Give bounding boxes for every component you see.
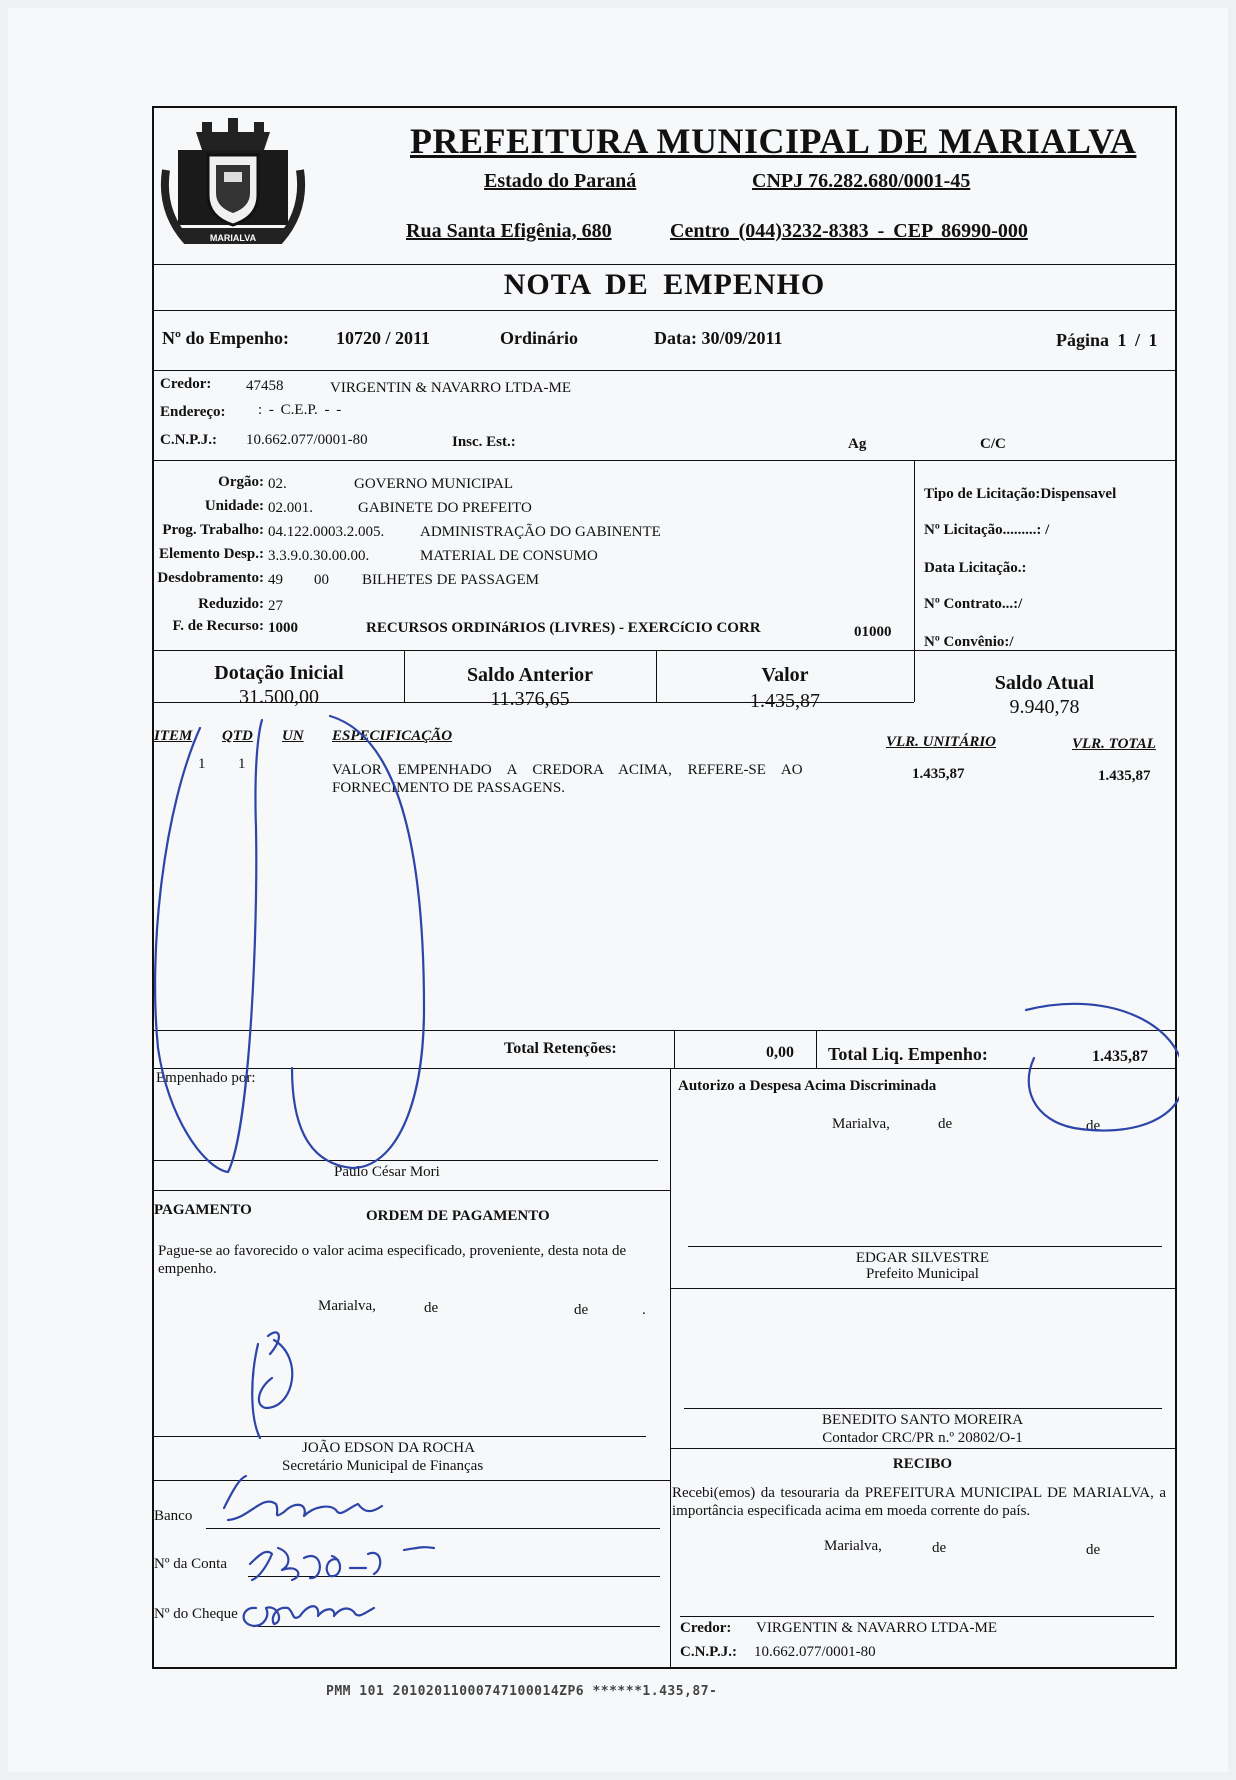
dotacao-inicial-value: 31.500,00 [239,686,319,708]
numero-licitacao: Nº Licitação.........: / [924,522,1050,538]
saldo-atual-value: 9.940,78 [1009,696,1080,718]
agencia-label: Ag [848,436,867,452]
cnpj-label: CNPJ 76.282.680/0001-45 [752,170,971,192]
pagamento-label: PAGAMENTO [154,1202,252,1218]
empenho-number: 10720 / 2011 [336,328,431,348]
document-title: NOTA DE EMPENHO [503,268,826,301]
pagamento-dot: . [642,1302,646,1318]
saldo-anterior-value: 11.376,65 [490,688,570,710]
pagamento-de-1: de [424,1300,439,1316]
tipo-licitacao: Tipo de Licitação:Dispensavel [924,486,1117,502]
classification-code: 49 [268,572,283,588]
items-header-item: ITEM [154,728,193,744]
items-header-un: UN [282,728,304,744]
cheque-handwriting [244,1606,374,1626]
saldo-atual-label: Saldo Atual [994,672,1095,694]
classification-label: Orgão: [218,474,264,490]
prefeito-name: EDGAR SILVESTRE [855,1250,990,1266]
item-total-value: 1.435,87 [1098,768,1151,784]
nota-de-empenho-document [152,106,1177,1669]
cnpj-credor-label: C.N.P.J.: [160,432,217,448]
valor-label: Valor [761,664,809,686]
empenhado-signer: Paulo César Mori [334,1164,440,1180]
classification-code: 02.001. [268,500,313,516]
items-header-qtd: QTD [222,728,253,744]
valor-value: 1.435,87 [750,690,820,712]
classification-description: GABINETE DO PREFEITO [358,500,532,516]
classification-code: 02. [268,476,287,492]
credor-label: Credor: [160,376,212,392]
state-label: Estado do Paraná [484,170,637,192]
pagamento-text: Pague-se ao favorecido o valor acima especificado, proveniente, desta nota de empenho. [158,1243,627,1277]
micr-line: PMM 101 20102011000747100014ZP6 ******1.435,87- [326,1684,718,1699]
classification-description: BILHETES DE PASSAGEM [362,572,539,588]
empenho-number-label: Nº do Empenho: [162,328,289,348]
empenhado-por-label: Empenhado por: [156,1070,256,1086]
pagamento-de-2: de [574,1302,589,1318]
autorizo-label: Autorizo a Despesa Acima Discriminada [678,1078,937,1094]
numero-convenio: Nº Convênio:/ [924,634,1014,650]
classification-description: GOVERNO MUNICIPAL [354,476,514,492]
classification-description: MATERIAL DE CONSUMO [420,548,598,564]
classification-label: Desdobramento: [157,570,264,586]
contador-name: BENEDITO SANTO MOREIRA [821,1412,1024,1428]
recibo-de-2: de [1086,1542,1101,1558]
recibo-text: Recebi(emos) da tesouraria da PREFEITURA MUNICIPAL DE MARIALVA, a importância especificada acima em moeda corrente do país. [672,1485,1166,1519]
secretario-name: JOÃO EDSON DA ROCHA [302,1440,475,1456]
credor-name: VIRGENTIN & NAVARRO LTDA-ME [330,380,571,396]
classification-code-2: 00 [314,572,329,588]
classification-label: Prog. Trabalho: [162,522,264,538]
address-label: Rua Santa Efigênia, 680 [406,220,612,242]
recibo-de-1: de [932,1540,947,1556]
empenho-date: Data: 30/09/2011 [654,328,783,348]
items-header-vlr-total: VLR. TOTAL [1072,736,1156,752]
items-header-vlr-unitario: VLR. UNITÁRIO [886,734,997,750]
empenho-type: Ordinário [500,328,579,348]
total-liq-empenho-value: 1.435,87 [1092,1048,1148,1065]
classification-description: RECURSOS ORDINáRIOS (LIVRES) - EXERCíCIO CORR [366,620,761,636]
autorizo-de-1: de [938,1116,953,1132]
conta-label: Nº da Conta [154,1556,227,1572]
marialva-crest-icon [158,110,308,260]
classification-description: ADMINISTRAÇÃO DO GABINENTE [420,524,661,540]
district-phone-cep: Centro (044)3232-8383 - CEP 86990-000 [670,220,1028,242]
recibo-credor-label: Credor: [680,1620,732,1636]
secretario-signature [252,1332,292,1438]
secretario-role: Secretário Municipal de Finanças [282,1458,484,1474]
classification-code: 27 [268,598,283,614]
classification-extra-code: 01000 [854,624,892,640]
pagamento-place: Marialva, [318,1298,376,1314]
data-licitacao: Data Licitação.: [924,560,1027,576]
classification-code: 3.3.9.0.30.00.00. [268,548,370,564]
cnpj-credor-value: 10.662.077/0001-80 [246,432,368,448]
items-header-especificacao: ESPECIFICAÇÃO [332,728,453,744]
recibo-cnpj-value: 10.662.077/0001-80 [754,1644,876,1660]
classification-code: 04.122.0003.2.005. [268,524,385,540]
credor-code: 47458 [246,378,284,394]
signature-stroke-left [155,720,262,1172]
dotacao-inicial-label: Dotação Inicial [214,662,344,684]
prefeito-role: Prefeito Municipal [866,1266,979,1282]
crest-ribbon-text: MARIALVA [209,233,257,243]
item-description-line-1: VALOR EMPENHADO A CREDORA ACIMA, REFERE-SE AO [332,762,803,778]
classification-label: Elemento Desp.: [159,546,264,562]
recibo-title: RECIBO [892,1456,953,1472]
banco-handwriting [224,1476,382,1520]
item-unit-value: 1.435,87 [912,766,965,782]
recibo-place: Marialva, [824,1538,882,1554]
classification-label: Unidade: [204,498,264,514]
contador-role: Contador CRC/PR n.º 20802/O-1 [822,1430,1023,1446]
saldo-anterior-label: Saldo Anterior [466,664,594,686]
autorizo-de-2: de [1086,1118,1101,1134]
numero-contrato: Nº Contrato...:/ [924,596,1023,612]
item-number: 1 [198,756,206,772]
page-number: Página 1 / 1 [1056,330,1158,350]
page-title: PREFEITURA MUNICIPAL DE MARIALVA [410,121,1137,161]
conta-corrente-label: C/C [980,436,1006,452]
total-retencoes-label: Total Retenções: [504,1040,617,1057]
total-retencoes-value: 0,00 [766,1044,794,1061]
banco-label: Banco [154,1508,193,1524]
classification-label: Reduzido: [198,596,264,612]
cheque-label: Nº do Cheque [154,1606,238,1622]
item-description-line-2: FORNECIMENTO DE PASSAGENS. [332,780,565,796]
insc-est-label: Insc. Est.: [452,434,516,450]
recibo-credor-name: VIRGENTIN & NAVARRO LTDA-ME [756,1620,997,1636]
classification-code: 1000 [268,620,298,636]
item-qtd: 1 [238,756,246,772]
recibo-cnpj-label: C.N.P.J.: [680,1644,737,1660]
total-liq-empenho-label: Total Liq. Empenho: [828,1044,988,1064]
endereco-label: Endereço: [160,404,226,420]
classification-label: F. de Recurso: [172,618,264,634]
autorizo-place: Marialva, [832,1116,890,1132]
ordem-de-pagamento-label: ORDEM DE PAGAMENTO [366,1208,550,1224]
endereco-value: : - C.E.P. - - [258,402,342,418]
